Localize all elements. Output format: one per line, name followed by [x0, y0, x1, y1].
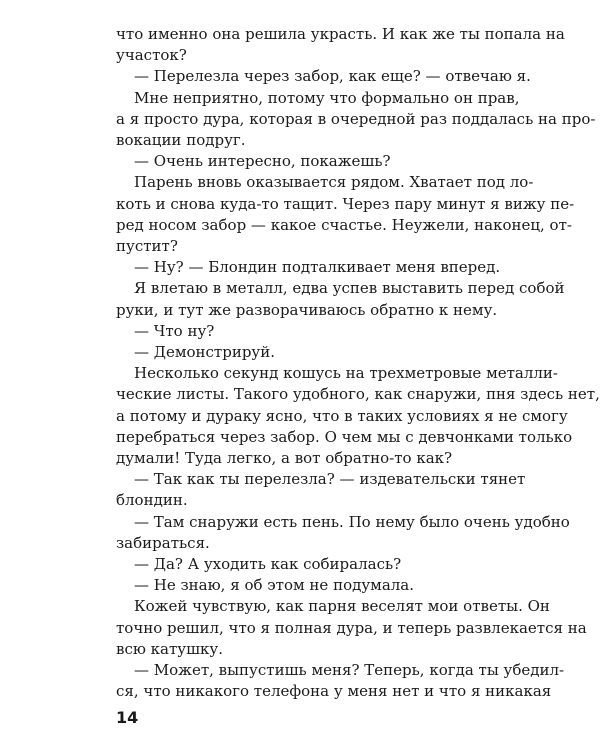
text-line: Я влетаю в металл, едва успев выставить перед собой — [134, 279, 565, 298]
text-line: что именно она решила украсть. И как же ты попала на — [116, 25, 565, 43]
text-line: — Перелезла через забор, как еще? — отвечаю я. — [134, 67, 531, 86]
text-line: Кожей чувствую, как парня веселят мои ответы. Он — [134, 597, 550, 616]
text-line: — Так как ты перелезла? — издевательски тянет — [134, 470, 526, 489]
text-line: пустит? — [116, 237, 178, 255]
text-line: руки, и тут же разворачиваюсь обратно к нему. — [116, 300, 498, 319]
text-line: думали! Туда легко, а вот обратно-то как? — [116, 449, 453, 467]
text-line: перебраться через забор. О чем мы с девчонками только — [116, 427, 573, 446]
text-line: всю катушку. — [116, 639, 224, 658]
text-line: — Очень интересно, покажешь? — [134, 152, 391, 171]
text-line: — Ну? — Блондин подталкивает меня вперед. — [134, 258, 501, 277]
text-line: Мне неприятно, потому что формально он прав, — [134, 88, 520, 107]
text-line: а я просто дура, которая в очередной раз поддалась на про- — [116, 109, 596, 128]
text-line: — Там снаружи есть пень. По нему было очень удобно — [134, 512, 570, 531]
text-line: — Демонстрируй. — [134, 343, 276, 361]
text-line: коть и снова куда-то тащит. Через пару минут я вижу пе- — [116, 194, 575, 213]
text-line: ческие листы. Такого удобного, как снаружи, пня здесь нет, — [116, 385, 600, 404]
text-line: участок? — [116, 46, 187, 65]
text-line: точно решил, что я полная дура, и теперь развлекается на — [116, 618, 587, 637]
text-line: вокации подруг. — [116, 131, 246, 149]
text-line: — Может, выпустишь меня? Теперь, когда ты убедил- — [134, 661, 565, 679]
text-line: ред носом забор — какое счастье. Неужели, наконец, от- — [116, 215, 572, 234]
text-line: — Да? А уходить как собиралась? — [134, 555, 402, 573]
text-line: ся, что никакого телефона у меня нет и что я никакая — [116, 682, 552, 701]
text-line: блондин. — [116, 491, 188, 510]
page-number: 14 — [116, 708, 139, 727]
text-line: Несколько секунд кошусь на трехметровые металли- — [134, 364, 558, 383]
text-line: Парень вновь оказывается рядом. Хватает под ло- — [134, 173, 534, 192]
text-line: — Что ну? — [134, 321, 215, 340]
text-line: — Не знаю, я об этом не подумала. — [134, 576, 415, 595]
text-line: забираться. — [116, 533, 210, 552]
text-line: а потому и дураку ясно, что в таких условиях я не смогу — [116, 406, 568, 425]
